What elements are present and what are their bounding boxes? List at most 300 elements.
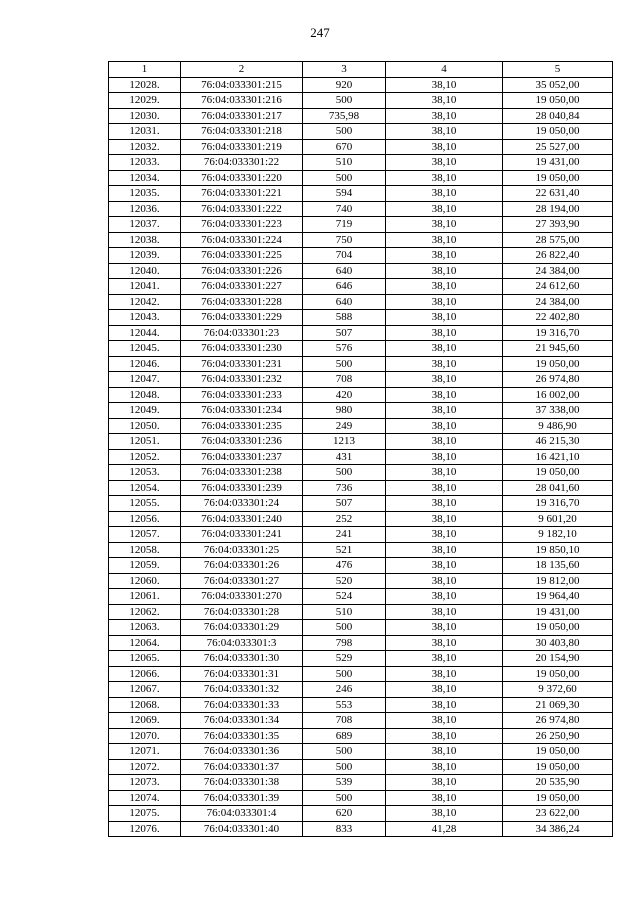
rate-cell: 38,10 [386,170,503,186]
area-cell: 980 [303,403,386,419]
table-row [109,620,613,636]
cadastral-number-cell: 76:04:033301:239 [181,480,303,496]
rate-cell: 38,10 [386,387,503,403]
table-row [109,666,613,682]
cadastral-number-cell: 76:04:033301:219 [181,139,303,155]
cadastral-number-cell: 76:04:033301:4 [181,806,303,822]
cadastral-number-cell: 76:04:033301:38 [181,775,303,791]
row-number-cell: 12029. [109,93,181,109]
value-cell: 19 316,70 [503,325,613,341]
table-body [109,77,613,837]
table-row [109,356,613,372]
table-row [109,341,613,357]
area-cell: 750 [303,232,386,248]
area-cell: 539 [303,775,386,791]
cadastral-number-cell: 76:04:033301:236 [181,434,303,450]
rate-cell: 38,10 [386,279,503,295]
table-row [109,217,613,233]
area-cell: 735,98 [303,108,386,124]
value-cell: 19 431,00 [503,604,613,620]
table-row [109,759,613,775]
value-cell: 16 421,10 [503,449,613,465]
rate-cell: 38,10 [386,728,503,744]
area-cell: 620 [303,806,386,822]
area-cell: 241 [303,527,386,543]
table-row [109,139,613,155]
row-number-cell: 12075. [109,806,181,822]
cadastral-number-cell: 76:04:033301:229 [181,310,303,326]
row-number-cell: 12067. [109,682,181,698]
cadastral-number-cell: 76:04:033301:29 [181,620,303,636]
row-number-cell: 12031. [109,124,181,140]
rate-cell: 38,10 [386,620,503,636]
table-row [109,77,613,93]
rate-cell: 38,10 [386,418,503,434]
row-number-cell: 12065. [109,651,181,667]
rate-cell: 38,10 [386,542,503,558]
table-row [109,604,613,620]
area-cell: 646 [303,279,386,295]
area-cell: 500 [303,759,386,775]
value-cell: 19 316,70 [503,496,613,512]
table-header-row [109,62,613,78]
column-header: 3 [303,62,386,78]
area-cell: 689 [303,728,386,744]
area-cell: 708 [303,713,386,729]
rate-cell: 38,10 [386,263,503,279]
rate-cell: 38,10 [386,108,503,124]
row-number-cell: 12048. [109,387,181,403]
row-number-cell: 12049. [109,403,181,419]
cadastral-number-cell: 76:04:033301:30 [181,651,303,667]
value-cell: 19 850,10 [503,542,613,558]
value-cell: 20 154,90 [503,651,613,667]
row-number-cell: 12051. [109,434,181,450]
row-number-cell: 12070. [109,728,181,744]
table-row [109,527,613,543]
table-row [109,201,613,217]
rate-cell: 41,28 [386,821,503,837]
area-cell: 594 [303,186,386,202]
cadastral-number-cell: 76:04:033301:220 [181,170,303,186]
row-number-cell: 12062. [109,604,181,620]
rate-cell: 38,10 [386,434,503,450]
row-number-cell: 12057. [109,527,181,543]
area-cell: 500 [303,666,386,682]
value-cell: 28 041,60 [503,480,613,496]
row-number-cell: 12074. [109,790,181,806]
cadastral-number-cell: 76:04:033301:227 [181,279,303,295]
area-cell: 246 [303,682,386,698]
cadastral-number-cell: 76:04:033301:23 [181,325,303,341]
table-row [109,589,613,605]
area-cell: 500 [303,465,386,481]
column-header: 4 [386,62,503,78]
rate-cell: 38,10 [386,573,503,589]
cadastral-number-cell: 76:04:033301:225 [181,248,303,264]
cadastral-number-cell: 76:04:033301:3 [181,635,303,651]
row-number-cell: 12033. [109,155,181,171]
table-row [109,744,613,760]
rate-cell: 38,10 [386,403,503,419]
row-number-cell: 12034. [109,170,181,186]
area-cell: 500 [303,620,386,636]
area-cell: 708 [303,372,386,388]
cadastral-number-cell: 76:04:033301:240 [181,511,303,527]
value-cell: 19 050,00 [503,465,613,481]
rate-cell: 38,10 [386,713,503,729]
cadastral-number-cell: 76:04:033301:34 [181,713,303,729]
rate-cell: 38,10 [386,217,503,233]
table-row [109,248,613,264]
row-number-cell: 12069. [109,713,181,729]
area-cell: 510 [303,155,386,171]
cadastral-number-cell: 76:04:033301:270 [181,589,303,605]
value-cell: 26 974,80 [503,372,613,388]
cadastral-number-cell: 76:04:033301:22 [181,155,303,171]
cadastral-number-cell: 76:04:033301:235 [181,418,303,434]
area-cell: 524 [303,589,386,605]
table-row [109,124,613,140]
table-row [109,108,613,124]
value-cell: 22 402,80 [503,310,613,326]
table-row [109,713,613,729]
rate-cell: 38,10 [386,697,503,713]
rate-cell: 38,10 [386,124,503,140]
area-cell: 520 [303,573,386,589]
rate-cell: 38,10 [386,139,503,155]
row-number-cell: 12032. [109,139,181,155]
area-cell: 529 [303,651,386,667]
area-cell: 798 [303,635,386,651]
row-number-cell: 12043. [109,310,181,326]
row-number-cell: 12036. [109,201,181,217]
table-row [109,310,613,326]
area-cell: 510 [303,604,386,620]
area-cell: 252 [303,511,386,527]
area-cell: 476 [303,558,386,574]
cadastral-number-cell: 76:04:033301:33 [181,697,303,713]
table-row [109,170,613,186]
rate-cell: 38,10 [386,341,503,357]
value-cell: 28 040,84 [503,108,613,124]
area-cell: 500 [303,170,386,186]
rate-cell: 38,10 [386,496,503,512]
row-number-cell: 12037. [109,217,181,233]
value-cell: 23 622,00 [503,806,613,822]
cadastral-number-cell: 76:04:033301:223 [181,217,303,233]
table-row [109,372,613,388]
value-cell: 28 575,00 [503,232,613,248]
value-cell: 46 215,30 [503,434,613,450]
rate-cell: 38,10 [386,604,503,620]
table-row [109,806,613,822]
cadastral-number-cell: 76:04:033301:230 [181,341,303,357]
value-cell: 19 050,00 [503,744,613,760]
value-cell: 19 050,00 [503,170,613,186]
cadastral-number-cell: 76:04:033301:238 [181,465,303,481]
row-number-cell: 12066. [109,666,181,682]
area-cell: 740 [303,201,386,217]
rate-cell: 38,10 [386,325,503,341]
rate-cell: 38,10 [386,480,503,496]
value-cell: 26 250,90 [503,728,613,744]
value-cell: 26 822,40 [503,248,613,264]
row-number-cell: 12052. [109,449,181,465]
cadastral-number-cell: 76:04:033301:26 [181,558,303,574]
value-cell: 18 135,60 [503,558,613,574]
table-row [109,651,613,667]
row-number-cell: 12071. [109,744,181,760]
rate-cell: 38,10 [386,356,503,372]
value-cell: 19 050,00 [503,356,613,372]
table-row [109,775,613,791]
value-cell: 21 069,30 [503,697,613,713]
rate-cell: 38,10 [386,790,503,806]
rate-cell: 38,10 [386,759,503,775]
rate-cell: 38,10 [386,527,503,543]
table-row [109,387,613,403]
value-cell: 21 945,60 [503,341,613,357]
table-row [109,294,613,310]
rate-cell: 38,10 [386,294,503,310]
row-number-cell: 12056. [109,511,181,527]
value-cell: 26 974,80 [503,713,613,729]
table-row [109,573,613,589]
area-cell: 588 [303,310,386,326]
area-cell: 736 [303,480,386,496]
rate-cell: 38,10 [386,93,503,109]
value-cell: 27 393,90 [503,217,613,233]
cadastral-number-cell: 76:04:033301:226 [181,263,303,279]
value-cell: 28 194,00 [503,201,613,217]
row-number-cell: 12046. [109,356,181,372]
registry-table [108,61,613,837]
row-number-cell: 12028. [109,77,181,93]
cadastral-number-cell: 76:04:033301:232 [181,372,303,388]
area-cell: 833 [303,821,386,837]
row-number-cell: 12053. [109,465,181,481]
value-cell: 9 372,60 [503,682,613,698]
area-cell: 420 [303,387,386,403]
area-cell: 507 [303,325,386,341]
table-row [109,263,613,279]
table-row [109,697,613,713]
row-number-cell: 12059. [109,558,181,574]
cadastral-number-cell: 76:04:033301:215 [181,77,303,93]
table-row [109,403,613,419]
cadastral-number-cell: 76:04:033301:233 [181,387,303,403]
cadastral-number-cell: 76:04:033301:217 [181,108,303,124]
row-number-cell: 12072. [109,759,181,775]
table-row [109,790,613,806]
area-cell: 500 [303,93,386,109]
rate-cell: 38,10 [386,666,503,682]
row-number-cell: 12061. [109,589,181,605]
table-row [109,186,613,202]
table-row [109,465,613,481]
column-header: 2 [181,62,303,78]
row-number-cell: 12060. [109,573,181,589]
row-number-cell: 12063. [109,620,181,636]
row-number-cell: 12073. [109,775,181,791]
area-cell: 670 [303,139,386,155]
area-cell: 507 [303,496,386,512]
value-cell: 9 601,20 [503,511,613,527]
value-cell: 37 338,00 [503,403,613,419]
table-row [109,511,613,527]
rate-cell: 38,10 [386,248,503,264]
value-cell: 9 486,90 [503,418,613,434]
value-cell: 25 527,00 [503,139,613,155]
row-number-cell: 12038. [109,232,181,248]
row-number-cell: 12068. [109,697,181,713]
value-cell: 19 050,00 [503,666,613,682]
row-number-cell: 12035. [109,186,181,202]
area-cell: 431 [303,449,386,465]
table-row [109,480,613,496]
table-row [109,449,613,465]
area-cell: 920 [303,77,386,93]
area-cell: 1213 [303,434,386,450]
area-cell: 719 [303,217,386,233]
rate-cell: 38,10 [386,651,503,667]
cadastral-number-cell: 76:04:033301:27 [181,573,303,589]
row-number-cell: 12076. [109,821,181,837]
cadastral-number-cell: 76:04:033301:39 [181,790,303,806]
rate-cell: 38,10 [386,635,503,651]
rate-cell: 38,10 [386,511,503,527]
cadastral-number-cell: 76:04:033301:32 [181,682,303,698]
rate-cell: 38,10 [386,806,503,822]
table-row [109,682,613,698]
rate-cell: 38,10 [386,372,503,388]
rate-cell: 38,10 [386,744,503,760]
rate-cell: 38,10 [386,775,503,791]
area-cell: 640 [303,263,386,279]
value-cell: 30 403,80 [503,635,613,651]
value-cell: 19 050,00 [503,124,613,140]
table-row [109,434,613,450]
cadastral-number-cell: 76:04:033301:228 [181,294,303,310]
value-cell: 19 050,00 [503,759,613,775]
value-cell: 24 384,00 [503,263,613,279]
value-cell: 34 386,24 [503,821,613,837]
table-row [109,542,613,558]
area-cell: 704 [303,248,386,264]
value-cell: 19 812,00 [503,573,613,589]
rate-cell: 38,10 [386,155,503,171]
rate-cell: 38,10 [386,186,503,202]
row-number-cell: 12054. [109,480,181,496]
row-number-cell: 12050. [109,418,181,434]
value-cell: 22 631,40 [503,186,613,202]
rate-cell: 38,10 [386,558,503,574]
value-cell: 16 002,00 [503,387,613,403]
row-number-cell: 12044. [109,325,181,341]
cadastral-number-cell: 76:04:033301:25 [181,542,303,558]
area-cell: 500 [303,124,386,140]
table-row [109,232,613,248]
cadastral-number-cell: 76:04:033301:24 [181,496,303,512]
table-row [109,635,613,651]
value-cell: 35 052,00 [503,77,613,93]
table-row [109,728,613,744]
area-cell: 500 [303,790,386,806]
cadastral-number-cell: 76:04:033301:37 [181,759,303,775]
cadastral-number-cell: 76:04:033301:35 [181,728,303,744]
cadastral-number-cell: 76:04:033301:216 [181,93,303,109]
table-row [109,279,613,295]
row-number-cell: 12030. [109,108,181,124]
cadastral-number-cell: 76:04:033301:28 [181,604,303,620]
rate-cell: 38,10 [386,232,503,248]
area-cell: 500 [303,356,386,372]
area-cell: 640 [303,294,386,310]
rate-cell: 38,10 [386,449,503,465]
value-cell: 19 050,00 [503,620,613,636]
cadastral-number-cell: 76:04:033301:218 [181,124,303,140]
table-row [109,558,613,574]
value-cell: 24 384,00 [503,294,613,310]
cadastral-number-cell: 76:04:033301:231 [181,356,303,372]
row-number-cell: 12040. [109,263,181,279]
area-cell: 553 [303,697,386,713]
rate-cell: 38,10 [386,77,503,93]
row-number-cell: 12055. [109,496,181,512]
column-header: 1 [109,62,181,78]
rate-cell: 38,10 [386,465,503,481]
value-cell: 24 612,60 [503,279,613,295]
table-row [109,821,613,837]
value-cell: 19 050,00 [503,93,613,109]
cadastral-number-cell: 76:04:033301:40 [181,821,303,837]
row-number-cell: 12047. [109,372,181,388]
area-cell: 249 [303,418,386,434]
rate-cell: 38,10 [386,310,503,326]
row-number-cell: 12045. [109,341,181,357]
row-number-cell: 12041. [109,279,181,295]
table-row [109,325,613,341]
table-row [109,496,613,512]
value-cell: 19 050,00 [503,790,613,806]
row-number-cell: 12064. [109,635,181,651]
column-header: 5 [503,62,613,78]
row-number-cell: 12039. [109,248,181,264]
rate-cell: 38,10 [386,201,503,217]
cadastral-number-cell: 76:04:033301:224 [181,232,303,248]
table-row [109,155,613,171]
cadastral-number-cell: 76:04:033301:31 [181,666,303,682]
cadastral-number-cell: 76:04:033301:234 [181,403,303,419]
table-row [109,418,613,434]
rate-cell: 38,10 [386,589,503,605]
row-number-cell: 12042. [109,294,181,310]
area-cell: 500 [303,744,386,760]
area-cell: 521 [303,542,386,558]
area-cell: 576 [303,341,386,357]
cadastral-number-cell: 76:04:033301:237 [181,449,303,465]
table-row [109,93,613,109]
cadastral-number-cell: 76:04:033301:221 [181,186,303,202]
value-cell: 20 535,90 [503,775,613,791]
value-cell: 19 431,00 [503,155,613,171]
value-cell: 9 182,10 [503,527,613,543]
value-cell: 19 964,40 [503,589,613,605]
page-number: 247 [310,25,330,40]
row-number-cell: 12058. [109,542,181,558]
rate-cell: 38,10 [386,682,503,698]
